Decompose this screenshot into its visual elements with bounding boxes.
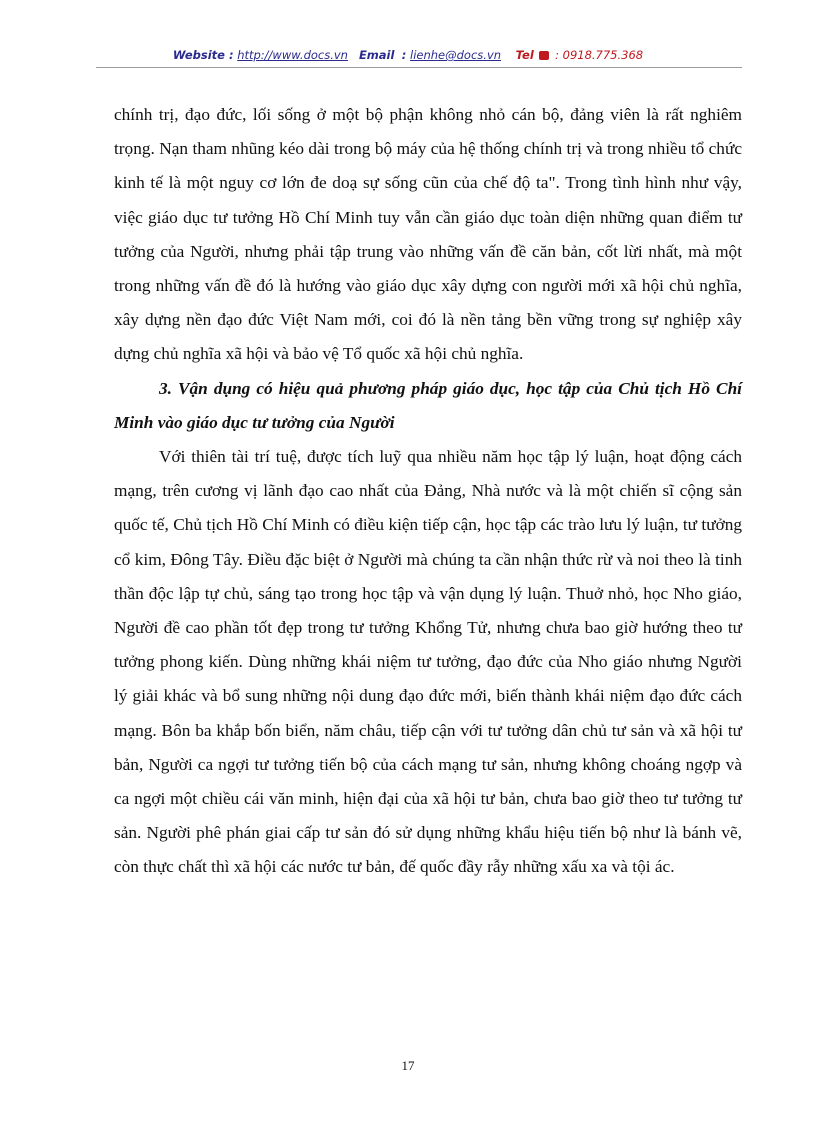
document-body — [114, 98, 742, 885]
section-heading: 3. Vận dụng có hiệu quả phương pháp giáo dục, học tập của Chủ tịch Hồ Chí Minh vào giáo dục tư tưởng của Người — [114, 378, 742, 432]
page-number: 17 — [401, 1058, 415, 1073]
header-divider — [96, 67, 742, 68]
tel-number: : 0918.775.368 — [555, 48, 644, 62]
website-link[interactable]: http://www.docs.vn — [237, 48, 348, 62]
tel-label: Tel — [515, 48, 534, 62]
page-header — [0, 48, 816, 62]
phone-icon — [539, 51, 549, 60]
body-paragraph-2: Với thiên tài trí tuệ, được tích luỹ qua nhiều năm học tập lý luận, hoạt động cách mạng, trên cương vị lãnh đạo cao nhất của Đảng, Nhà nước và là một chiến sĩ cộng sản quốc tế, Chủ tịch Hồ Chí Minh có điều kiện tiếp cận, học tập các trào lưu lý luận, tư tưởng cổ kim, Đông Tây. Điều đặc biệt ở Người mà chúng ta cần nhận thức rừ và noi theo là tinh thần độc lập tự chủ, sáng tạo trong học tập và vận dụng lý luận. Thuở nhỏ, học Nho giáo, Người đề cao phần tốt đẹp trong tư tưởng Khổng Tử, nhưng chưa bao giờ hướng theo tư tưởng phong kiến. Dùng những khái niệm tư tưởng, đạo đức của Nho giáo nhưng Người lý giải khác và bổ sung những nội dung đạo đức mới, biến thành khái niệm đạo đức cách mạng. Bôn ba khắp bốn biển, năm châu, tiếp cận với tư tưởng dân chủ tư sản và xã hội tư bản, Người ca ngợi tư tưởng tiến bộ của cách mạng tư sản, nhưng không choáng ngợp và ca ngợi một chiều cái văn minh, hiện đại của xã hội tư bản, chưa bao giờ theo tư tưởng tư sản. Người phê phán giai cấp tư sản đó sử dụng những khẩu hiệu tiến bộ như là bánh vẽ, còn thực chất thì xã hội các nước tư bản, đế quốc đầy rẫy những xấu xa và tội ác. — [114, 447, 742, 877]
body-paragraph-1: chính trị, đạo đức, lối sống ở một bộ phận không nhỏ cán bộ, đảng viên là rất nghiêm trọng. Nạn tham nhũng kéo dài trong bộ máy của hệ thống chính trị và trong nhiều tổ chức kinh tế là một nguy cơ lớn đe doạ sự sống cũn của chế độ ta". Trong tình hình như vậy, việc giáo dục tư tưởng Hồ Chí Minh tuy vẫn cần giáo dục toàn diện những quan điểm tư tưởng của Người, nhưng phải tập trung vào những vấn đề căn bản, cốt lừi nhất, mà một trong những vấn đề đó là hướng vào giáo dục xây dựng con người mới xã hội chủ nghĩa, xây dựng nền đạo đức Việt Nam mới, coi đó là nền tảng bền vững trong sự nghiệp xây dựng chủ nghĩa xã hội và bảo vệ Tổ quốc xã hội chủ nghĩa. — [114, 105, 742, 364]
email-link[interactable]: lienhe@docs.vn — [410, 48, 502, 62]
website-label: Website : — [172, 48, 234, 62]
email-label: Email — [358, 48, 395, 62]
email-separator: : — [401, 48, 407, 62]
